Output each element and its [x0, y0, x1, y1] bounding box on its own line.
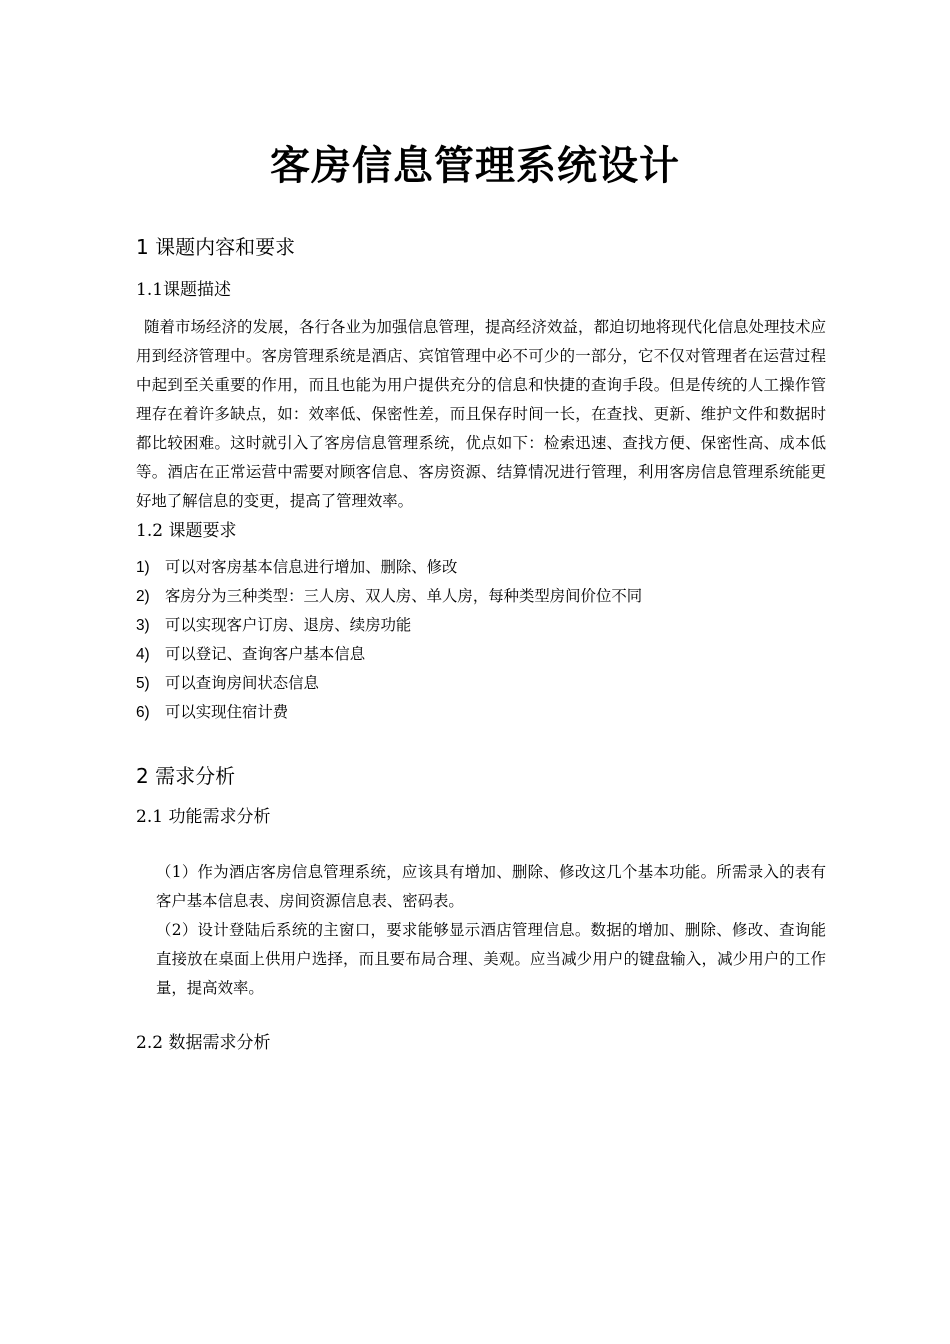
list-item-number: 1)	[136, 559, 150, 576]
subsection-heading-2-2: 2.2 数据需求分析	[136, 1033, 271, 1053]
subsection-heading-1-2: 1.2 课题要求	[136, 521, 237, 541]
list-item	[136, 553, 826, 582]
list-item	[136, 582, 826, 611]
function-paragraph-1: （1）作为酒店客房信息管理系统，应该具有增加、删除、修改这几个基本功能。所需录入的表有客户基本信息表、房间资源信息表、密码表。	[156, 863, 826, 910]
list-item-number: 4)	[136, 646, 150, 663]
list-item-text: 可以实现客户订房、退房、续房功能	[165, 616, 412, 634]
list-item-text: 可以对客房基本信息进行增加、删除、修改	[165, 558, 458, 576]
list-item-text: 可以实现住宿计费	[165, 703, 289, 721]
list-item	[136, 640, 826, 669]
list-item-number: 5)	[136, 675, 150, 692]
subsection-heading-1-1: 1.1课题描述	[136, 280, 232, 300]
description-text: 随着市场经济的发展，各行各业为加强信息管理，提高经济效益，都迫切地将现代化信息处理技术应用到经济管理中。客房管理系统是酒店、宾馆管理中必不可少的一部分，它不仅对管理者在运营过程中起到至关重要的作用，而且也能为用户提供充分的信息和快捷的查询手段。但是传统的人工操作管理存在着许多缺点，如：效率低、保密性差，而且保存时间一长，在查找、更新、维护文件和数据时都比较困难。这时就引入了客房信息管理系统，优点如下：检索迅速、查找方便、保密性高、成本低等。酒店在正常运营中需要对顾客信息、客房资源、结算情况进行管理，利用客房信息管理系统能更好地了解信息的变更，提高了管理效率。	[136, 318, 826, 510]
list-item-number: 6)	[136, 704, 150, 721]
description-paragraph	[136, 313, 826, 516]
list-item	[136, 698, 826, 727]
function-paragraph-2: （2）设计登陆后系统的主窗口，要求能够显示酒店管理信息。数据的增加、删除、修改、查询能直接放在桌面上供用户选择，而且要布局合理、美观。应当减少用户的键盘输入，减少用户的工作量，提高效率。	[156, 921, 826, 997]
list-item-number: 2)	[136, 588, 150, 605]
list-item	[136, 669, 826, 698]
requirements-list	[136, 553, 826, 727]
section-heading-2: 2 需求分析	[136, 764, 236, 788]
list-item-text: 可以查询房间状态信息	[165, 674, 319, 692]
subsection-heading-2-1: 2.1 功能需求分析	[136, 807, 271, 827]
list-item-text: 客房分为三种类型：三人房、双人房、单人房，每种类型房间价位不同	[165, 587, 643, 605]
document-title: 客房信息管理系统设计	[270, 143, 680, 189]
list-item	[136, 611, 826, 640]
section-heading-1: 1 课题内容和要求	[136, 235, 296, 259]
list-item-number: 3)	[136, 617, 150, 634]
list-item-text: 可以登记、查询客户基本信息	[165, 645, 366, 663]
